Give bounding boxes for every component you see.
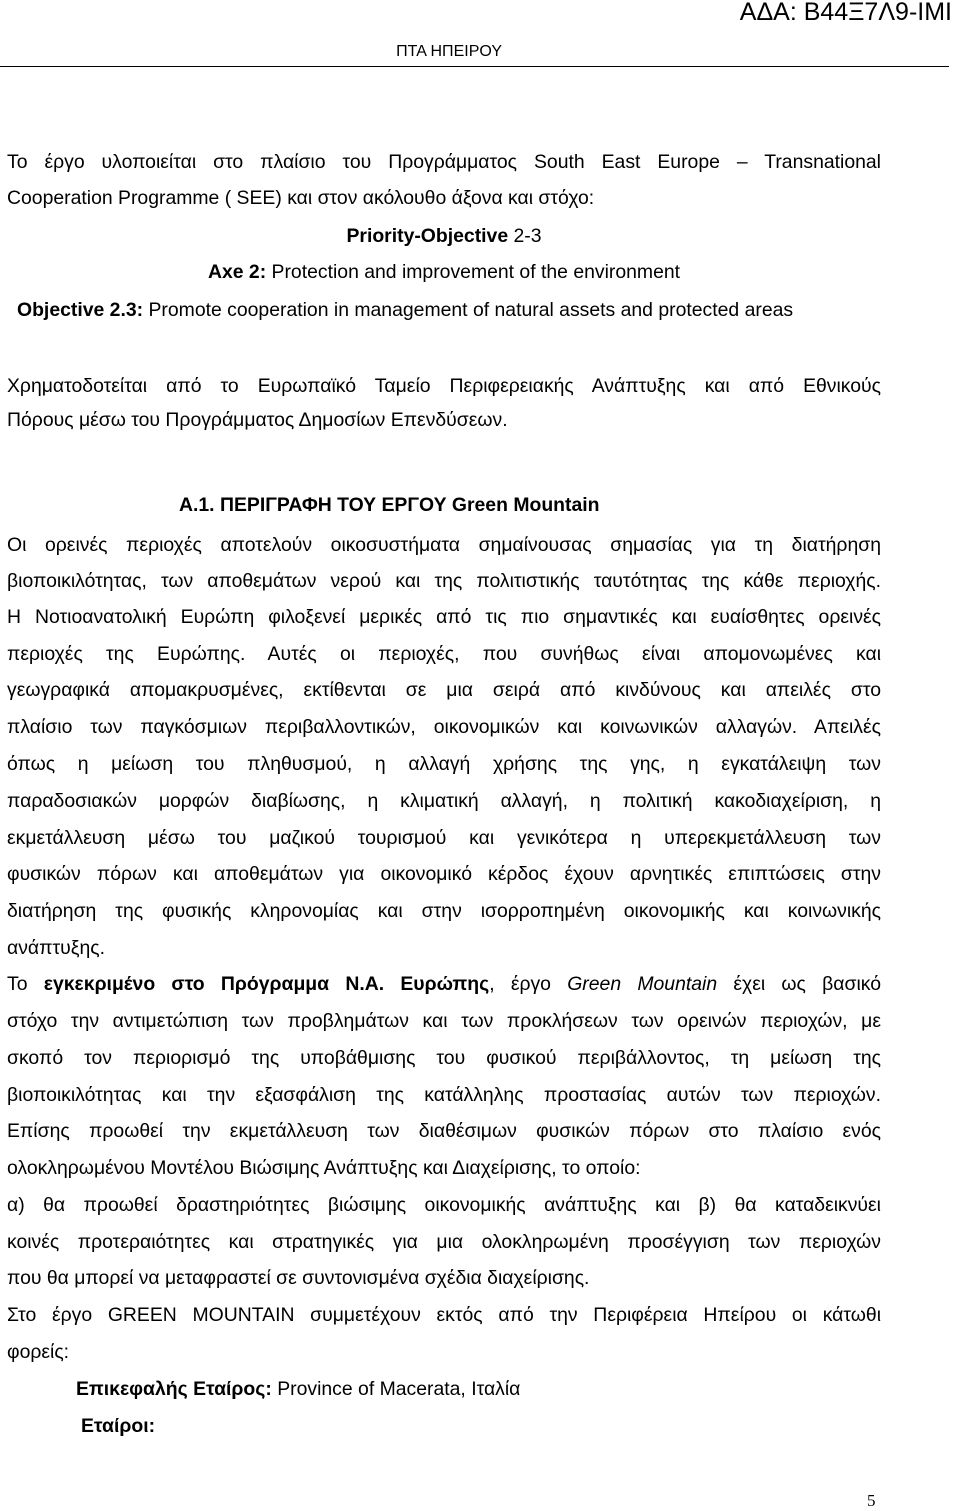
p2-mid: , έργο [489,973,568,995]
lead-partner [76,1377,520,1401]
axe-line [0,260,888,284]
p1-line: Η Νοτιοανατολική Ευρώπη φιλοξενεί μερικές από τις πιο σημαντικές και ευαίσθητες ορεινές [7,606,881,628]
p2-first-line [7,972,881,996]
p2-line: βιοποικιλότητας και την εξασφάλιση της κατάλληλης προστασίας αυτών των περιοχών. [7,1084,881,1106]
priority-label: Priority-Objective [346,225,509,247]
organization-header: ΠΤΑ ΗΠΕΙΡΟΥ [396,43,502,60]
p1-line: πλαίσιο των παγκόσμιων περιβαλλοντικών, οικονομικών και κοινωνικών αλλαγών. Απειλές [7,716,881,738]
funding-line-1: Χρηματοδοτείται από το Ευρωπαϊκό Ταμείο Περιφερειακής Ανάπτυξης και από Εθνικούς [7,375,881,397]
ada-code: ΑΔΑ: Β44Ξ7Λ9-ΙΜΙ [739,0,952,26]
p2-approved: εγκεκριμένο στο Πρόγραμμα Ν.Α. Ευρώπης [43,973,490,995]
p3-line: φορείς: [7,1341,70,1363]
p2-pre: Το [7,973,44,995]
axe-label: Axe 2: [207,261,267,283]
p1-line: εκμετάλλευση μέσω του μαζικού τουρισμού και γενικότερα η υπερεκμετάλλευση των [7,827,881,849]
p2-line: σκοπό τον περιορισμό της υποβάθμισης του φυσικού περιβάλλοντος, τη μείωση της [7,1047,881,1069]
p1-line: παραδοσιακών μορφών διαβίωσης, η κλιματική αλλαγή, η πολιτική κακοδιαχείριση, η [7,790,881,812]
p1-line: φυσικών πόρων και αποθεμάτων για οικονομικό κέρδος έχουν αρνητικές επιπτώσεις στην [7,863,881,885]
priority-value: 2-3 [508,225,542,247]
header-divider [0,66,949,67]
p2-post: έχει ως βασικό [717,973,881,995]
partners-label: Εταίροι: [81,1415,156,1437]
axe-value: Protection and improvement of the environment [266,261,681,283]
intro-line-1: Το έργο υλοποιείται στο πλαίσιο του Προγράμματος South East Europe – Transnational [7,151,881,173]
p2-line: στόχο την αντιμετώπιση των προβλημάτων και των προκλήσεων των ορεινών περιοχών, με [7,1010,881,1032]
objective-value: Promote cooperation in management of natural assets and protected areas [143,299,794,321]
page-number: 5 [867,1491,876,1510]
p1-line: γεωγραφικά απομακρυσμένες, εκτίθενται σε μια σειρά από κινδύνους και απειλές στο [7,679,881,701]
p2-line: που θα μπορεί να μεταφραστεί σε συντονισμένα σχέδια διαχείρισης. [7,1267,590,1289]
p2-line: Επίσης προωθεί την εκμετάλλευση των διαθέσιμων φυσικών πόρων στο πλαίσιο ενός [7,1120,881,1142]
funding-line-2: Πόρους μέσω του Προγράμματος Δημοσίων Επενδύσεων. [7,409,508,431]
p1-line: διατήρηση της φυσικής κληρονομίας και στην ισορροπημένη οικονομικής και κοινωνικής [7,900,881,922]
p2-project-name: Green Mountain [567,973,718,995]
p1-line: Οι ορεινές περιοχές αποτελούν οικοσυστήματα σημαίνουσας σημασίας για τη διατήρηση [7,534,881,556]
p3-line: Στο έργο GREEN MOUNTAIN συμμετέχουν εκτός από την Περιφέρεια Ηπείρου οι κάτωθι [7,1304,881,1326]
priority-objective [0,224,888,248]
lead-partner-label: Επικεφαλής Εταίρος: [76,1378,272,1400]
p1-line: όπως η μείωση του πληθυσμού, η αλλαγή χρήσης της γης, η εγκατάλειψη των [7,753,881,775]
intro-line-2: Cooperation Programme ( SEE) και στον ακόλουθο άξονα και στόχο: [7,187,595,209]
p2-line: α) θα προωθεί δραστηριότητες βιώσιμης οικονομικής ανάπτυξης και β) θα καταδεικνύει [7,1194,881,1216]
lead-partner-value: Province of Macerata, Ιταλία [271,1378,521,1400]
objective-label: Objective 2.3: [17,299,144,321]
p2-line: κοινές προτεραιότητες και στρατηγικές για μια ολοκληρωμένη προσέγγιση των περιοχών [7,1231,881,1253]
objective-line [17,298,793,322]
p2-line: ολοκληρωμένου Μοντέλου Βιώσιμης Ανάπτυξης και Διαχείρισης, το οποίο: [7,1157,641,1179]
p1-line: περιοχές της Ευρώπης. Αυτές οι περιοχές, που συνήθως είναι απομονωμένες και [7,643,881,665]
p1-line: βιοποικιλότητας, των αποθεμάτων νερού και της πολιτιστικής ταυτότητας της κάθε περιοχής. [7,570,881,592]
p1-line: ανάπτυξης. [7,937,105,959]
section-heading: Α.1. ΠΕΡΙΓΡΑΦΗ ΤΟΥ ΕΡΓΟΥ Green Mountain [179,494,600,516]
